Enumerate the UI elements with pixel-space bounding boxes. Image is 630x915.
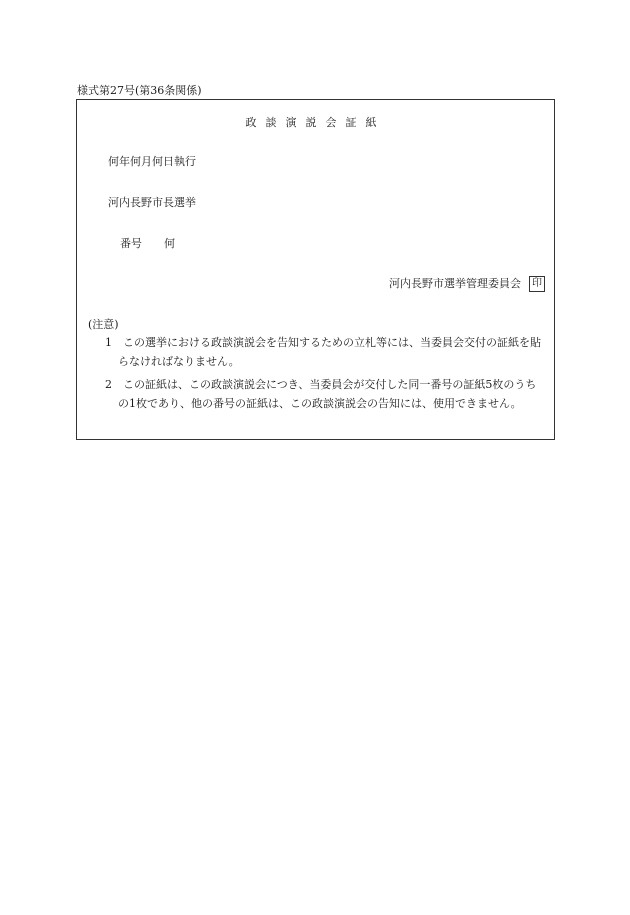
number-label: 番号 (120, 237, 142, 250)
form-title: 政談演説会証紙 (245, 116, 386, 129)
form-number-label: 様式第27号(第36条関係) (77, 84, 202, 97)
note-item (105, 375, 547, 413)
note-number: 1 (105, 336, 112, 349)
election-date-line: 何年何月何日執行 (108, 155, 196, 168)
note-number: 2 (105, 378, 112, 391)
committee-name: 河内長野市選挙管理委員会 (389, 277, 521, 291)
number-value: 何 (164, 237, 175, 250)
seal-icon: 印 (529, 276, 545, 292)
note-text: この選挙における政談演説会を告知するための立札等には、当委員会交付の証紙を貼らなければなりません。 (118, 336, 541, 368)
certificate-stamp-form (76, 99, 555, 440)
election-name-line: 河内長野市長選挙 (108, 196, 196, 209)
committee-signature (389, 276, 545, 292)
note-text: この証紙は、この政談演説会につき、当委員会が交付した同一番号の証紙5枚のうちの1枚であり、他の番号の証紙は、この政談演説会の告知には、使用できません。 (118, 378, 537, 410)
note-item (105, 333, 547, 371)
number-line (120, 237, 175, 250)
notes-heading: (注意) (88, 318, 119, 331)
